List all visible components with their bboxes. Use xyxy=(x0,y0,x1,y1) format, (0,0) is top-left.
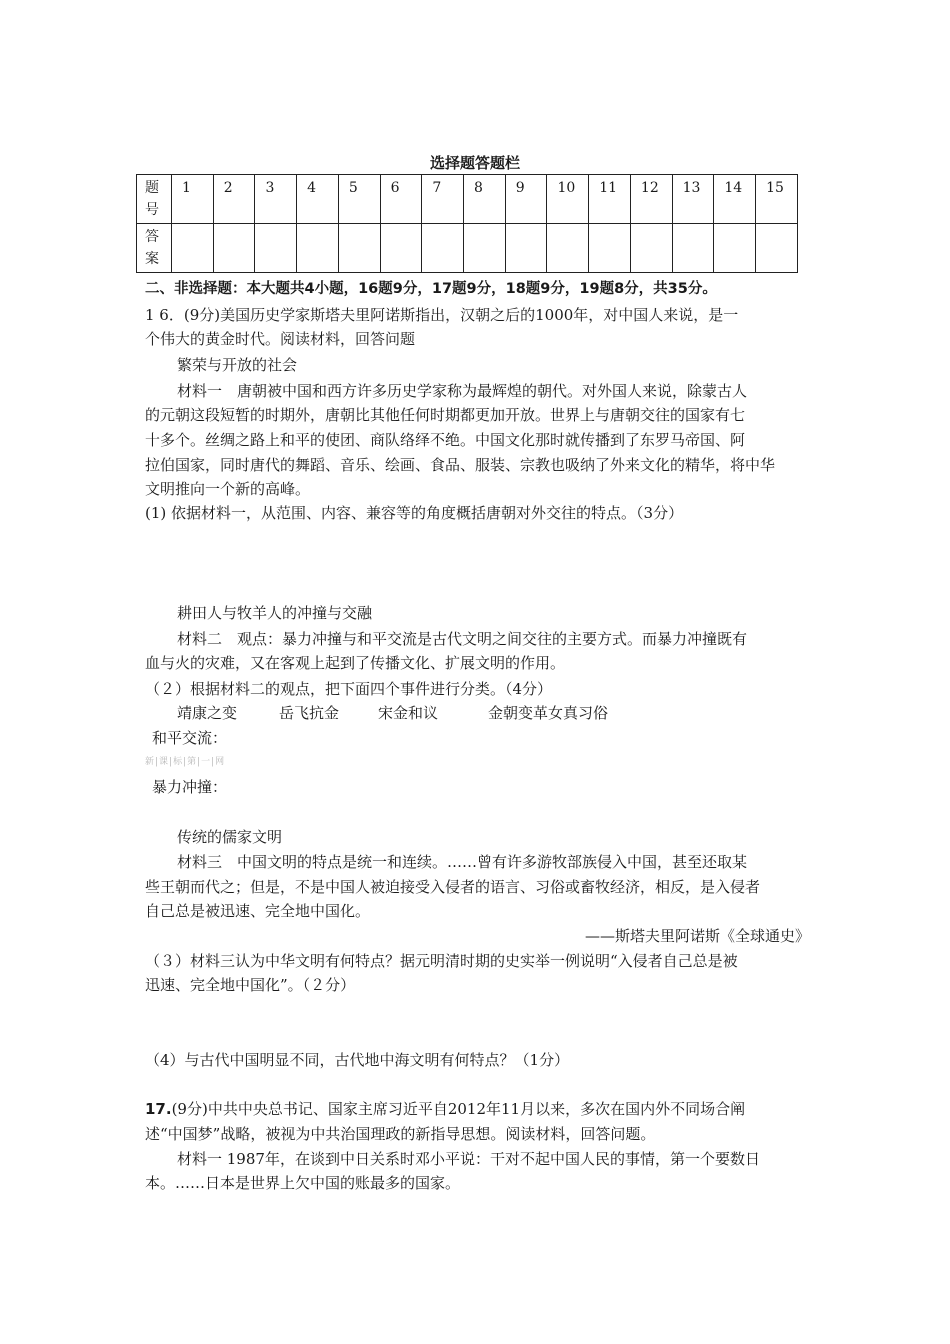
material-text: 拉伯国家，同时唐代的舞蹈、音乐、绘画、食品、服装、宗教也吸纳了外来文化的精华，将中华 xyxy=(145,456,776,474)
watermark: 新|课|标|第|一|网 xyxy=(145,757,226,767)
section-header: 二、非选择题：本大题共4小题，16题9分，17题9分，18题9分，19题8分，共35分。 xyxy=(145,281,717,297)
answer-cell[interactable] xyxy=(547,224,589,273)
table-cell: 10 xyxy=(547,175,589,224)
row-label-answer: 答案 xyxy=(137,224,172,273)
table-cell: 4 xyxy=(297,175,339,224)
material-heading: 繁荣与开放的社会 xyxy=(177,356,298,374)
material-source: ——斯塔夫里阿诺斯《全球通史》 xyxy=(584,927,810,945)
table-cell: 6 xyxy=(380,175,422,224)
table-cell: 13 xyxy=(672,175,714,224)
material-text: 材料一 1987年，在谈到中日关系时邓小平说：干对不起中国人民的事情，第一个要数日 xyxy=(177,1150,760,1168)
answer-cell[interactable] xyxy=(672,224,714,273)
sub-question: 迅速、完全地中国化”。（２分） xyxy=(145,976,356,994)
table-cell: 14 xyxy=(714,175,756,224)
q17-intro: 述“中国梦”战略，被视为中共治国理政的新指导思想。阅读材料，回答问题。 xyxy=(145,1125,656,1143)
answer-cell[interactable] xyxy=(589,224,631,273)
table-row-answers xyxy=(137,224,798,273)
answer-cell[interactable] xyxy=(380,224,422,273)
event-item: 岳飞抗金 xyxy=(279,704,340,722)
table-cell: 5 xyxy=(338,175,380,224)
event-item: 靖康之变 xyxy=(177,704,238,722)
material-text: 的元朝这段短暂的时期外，唐朝比其他任何时期都更加开放。世界上与唐朝交往的国家有七 xyxy=(145,406,746,424)
sub-question: （２）根据材料二的观点，把下面四个事件进行分类。（4分） xyxy=(145,680,553,698)
q16-intro: 个伟大的黄金时代。阅读材料，回答问题 xyxy=(145,330,416,348)
table-cell: 15 xyxy=(756,175,798,224)
material-text: 材料二 观点：暴力冲撞与和平交流是古代文明之间交往的主要方式。而暴力冲撞既有 xyxy=(177,630,748,648)
answer-cell[interactable] xyxy=(505,224,547,273)
row-label-number: 题号 xyxy=(137,175,172,224)
sub-question: （4）与古代中国明显不同，古代地中海文明有何特点？（1分） xyxy=(145,1051,570,1069)
question-number: 17. xyxy=(145,1100,172,1118)
event-item: 宋金和议 xyxy=(378,704,439,722)
answer-cell[interactable] xyxy=(255,224,297,273)
table-cell: 3 xyxy=(255,175,297,224)
table-cell: 9 xyxy=(505,175,547,224)
answer-cell[interactable] xyxy=(172,224,214,273)
table-row-numbers xyxy=(137,175,798,224)
answer-cell[interactable] xyxy=(630,224,672,273)
sub-question: (1) 依据材料一，从范围、内容、兼容等的角度概括唐朝对外交往的特点。（3分） xyxy=(145,504,684,522)
q17-intro-text: (9分)中共中央总书记、国家主席习近平自2012年11月以来，多次在国内外不同场合阐 xyxy=(171,1100,746,1118)
answer-cell[interactable] xyxy=(213,224,255,273)
answer-label-violence: 暴力冲撞： xyxy=(152,778,228,796)
answer-cell[interactable] xyxy=(464,224,506,273)
answer-table xyxy=(136,174,798,273)
answer-cell[interactable] xyxy=(338,224,380,273)
table-cell: 8 xyxy=(464,175,506,224)
answer-table-title: 选择题答题栏 xyxy=(429,154,520,172)
material-text: 十多个。丝绸之路上和平的使团、商队络绎不绝。中国文化那时就传播到了东罗马帝国、阿 xyxy=(145,431,746,449)
material-text: 材料一 唐朝被中国和西方许多历史学家称为最辉煌的朝代。对外国人来说，除蒙古人 xyxy=(177,382,748,400)
material-heading: 耕田人与牧羊人的冲撞与交融 xyxy=(177,604,373,622)
material-text: 血与火的灾难，又在客观上起到了传播文化、扩展文明的作用。 xyxy=(145,654,566,672)
q16-intro: 1 6．(9分)美国历史学家斯塔夫里阿诺斯指出，汉朝之后的1000年，对中国人来说，是一 xyxy=(145,306,739,324)
table-cell: 11 xyxy=(589,175,631,224)
answer-cell[interactable] xyxy=(756,224,798,273)
table-cell: 2 xyxy=(213,175,255,224)
answer-cell[interactable] xyxy=(297,224,339,273)
sub-question: （３）材料三认为中华文明有何特点？据元明清时期的史实举一例说明“入侵者自己总是被 xyxy=(145,952,738,970)
table-cell: 12 xyxy=(630,175,672,224)
material-text: 自己总是被迅速、完全地中国化。 xyxy=(145,902,371,920)
material-heading: 传统的儒家文明 xyxy=(177,828,283,846)
answer-cell[interactable] xyxy=(422,224,464,273)
material-text: 文明推向一个新的高峰。 xyxy=(145,480,311,498)
answer-label-peace: 和平交流： xyxy=(152,729,228,747)
table-cell: 1 xyxy=(172,175,214,224)
event-item: 金朝变革女真习俗 xyxy=(488,704,609,722)
q17-intro xyxy=(145,1098,745,1120)
material-text: 本。……日本是世界上欠中国的账最多的国家。 xyxy=(145,1174,461,1192)
material-text: 些王朝而代之；但是，不是中国人被迫接受入侵者的语言、习俗或畜牧经济，相反，是入侵者 xyxy=(145,878,761,896)
material-text: 材料三 中国文明的特点是统一和连续。……曾有许多游牧部族侵入中国，甚至还取某 xyxy=(177,853,748,871)
answer-cell[interactable] xyxy=(714,224,756,273)
table-cell: 7 xyxy=(422,175,464,224)
